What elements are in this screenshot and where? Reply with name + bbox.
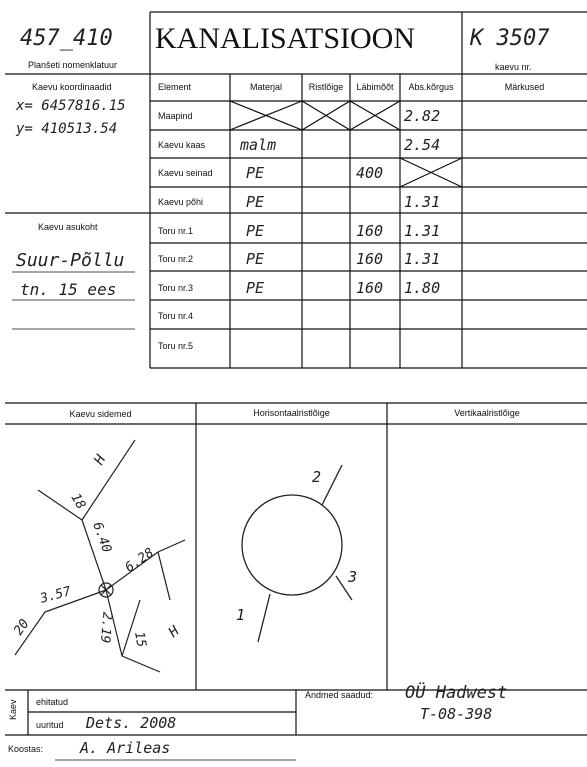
- col-notes: Märkused: [504, 82, 545, 92]
- coord-x: x= 6457816.15: [16, 98, 126, 114]
- row-element: Kaevu põhi: [158, 197, 204, 207]
- row-height: 2.54: [404, 136, 441, 154]
- location-line2: tn. 15 ees: [20, 280, 117, 299]
- row-element: Maapind: [158, 111, 193, 121]
- row-diameter: 400: [356, 164, 384, 182]
- row-material: malm: [240, 136, 277, 154]
- row-element: Toru nr.5: [158, 341, 194, 351]
- andmed-code: T-08-398: [420, 705, 493, 723]
- row-height: 1.31: [404, 250, 441, 268]
- page-title: KANALISATSIOON: [155, 22, 415, 55]
- well-label: kaevu nr.: [495, 62, 532, 72]
- koostas-value: A. Arileas: [80, 739, 171, 757]
- row-element: Toru nr.2: [158, 254, 194, 264]
- uuritud-label: uuritud: [36, 720, 64, 730]
- row-height: 2.82: [404, 107, 441, 125]
- row-element: Toru nr.3: [158, 283, 194, 293]
- location-label: Kaevu asukoht: [38, 222, 98, 232]
- row-material: PE: [246, 164, 265, 182]
- row-material: PE: [246, 193, 265, 211]
- sheet-label: Planšeti nomenklatuur: [28, 60, 118, 70]
- sketch-label: 2.19: [96, 611, 115, 644]
- row-element: Toru nr.1: [158, 226, 194, 236]
- col-diameter: Läbimõõt: [356, 82, 394, 92]
- sketch-label: 3.57: [38, 584, 73, 607]
- row-height: 1.80: [404, 279, 441, 297]
- col-section: Ristlõige: [308, 82, 344, 92]
- row-material: PE: [246, 250, 265, 268]
- pipe-label: 2: [312, 468, 322, 486]
- kaev-label: Kaev: [8, 699, 18, 720]
- row-height: 1.31: [404, 222, 441, 240]
- well-number: K 3507: [470, 26, 550, 51]
- sketch-label: 20: [11, 616, 33, 639]
- row-element: Kaevu kaas: [158, 140, 206, 150]
- col-material: Materjal: [249, 82, 282, 92]
- row-diameter: 160: [356, 279, 384, 297]
- col-element: Element: [158, 82, 192, 92]
- uuritud-value: Dets. 2008: [86, 714, 177, 732]
- row-height: 1.31: [404, 193, 441, 211]
- sketch-label: 6.40: [89, 520, 115, 555]
- sketch-label: 15: [131, 630, 149, 649]
- pipe-label: 1: [236, 606, 246, 624]
- horizontal-section-drawing: [242, 465, 352, 642]
- row-element: Toru nr.4: [158, 311, 194, 321]
- sketch-label: 6.28: [122, 545, 157, 576]
- sketch-label: H: [91, 452, 110, 468]
- sketch-label: H: [165, 623, 183, 641]
- row-material: PE: [246, 279, 265, 297]
- row-material: PE: [246, 222, 265, 240]
- location-line1: Suur-Põllu: [16, 250, 125, 271]
- sketch-label: 18: [67, 490, 89, 513]
- andmed-value: OÜ Hadwest: [405, 683, 508, 703]
- row-diameter: 160: [356, 250, 384, 268]
- koostas-label: Koostas:: [8, 744, 44, 754]
- col-height: Abs.kõrgus: [408, 82, 454, 92]
- ehitatud-label: ehitatud: [36, 697, 69, 707]
- row-element: Kaevu seinad: [158, 168, 213, 178]
- row-diameter: 160: [356, 222, 384, 240]
- sketch-col2: Horisontaalristlõige: [253, 408, 330, 418]
- sketch-col1: Kaevu sidemed: [69, 409, 132, 419]
- sketch-col3: Vertikaalristlõige: [454, 408, 520, 418]
- pipe-label: 3: [348, 568, 358, 586]
- coord-y: y= 410513.54: [16, 121, 118, 137]
- andmed-label: Andmed saadud:: [305, 690, 374, 700]
- sheet-number: 457_410: [20, 26, 113, 51]
- coords-label: Kaevu koordinaadid: [32, 82, 112, 92]
